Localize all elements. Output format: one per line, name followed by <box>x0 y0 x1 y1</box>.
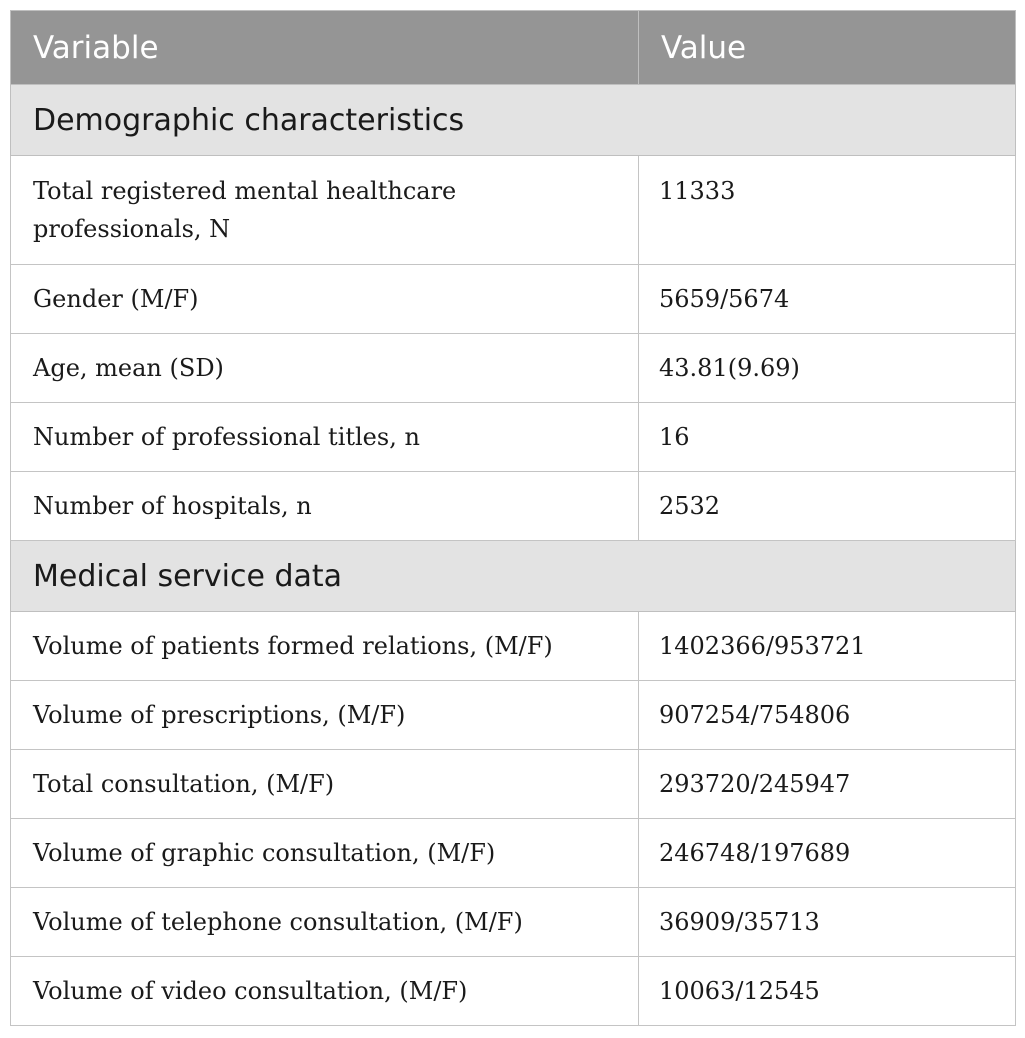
value-cell: 16 <box>639 403 1016 472</box>
table-row <box>11 750 1016 819</box>
table-row <box>11 265 1016 334</box>
value-cell: 10063/12545 <box>639 957 1016 1026</box>
variable-cell: Volume of prescriptions, (M/F) <box>11 681 639 750</box>
value-cell: 11333 <box>639 156 1016 265</box>
variable-cell: Volume of graphic consultation, (M/F) <box>11 819 639 888</box>
variable-cell: Number of professional titles, n <box>11 403 639 472</box>
table-row <box>11 472 1016 541</box>
value-cell: 293720/245947 <box>639 750 1016 819</box>
header-value: Value <box>639 11 1016 85</box>
variable-cell: Volume of video consultation, (M/F) <box>11 957 639 1026</box>
value-cell: 246748/197689 <box>639 819 1016 888</box>
value-cell: 5659/5674 <box>639 265 1016 334</box>
value-cell: 907254/754806 <box>639 681 1016 750</box>
table-row <box>11 612 1016 681</box>
variable-cell: Number of hospitals, n <box>11 472 639 541</box>
value-cell: 43.81(9.69) <box>639 334 1016 403</box>
table-row <box>11 334 1016 403</box>
section-row-medical-service <box>11 541 1016 612</box>
variable-cell: Total consultation, (M/F) <box>11 750 639 819</box>
variable-cell: Age, mean (SD) <box>11 334 639 403</box>
variable-cell: Total registered mental healthcare professionals, N <box>11 156 639 265</box>
value-cell: 1402366/953721 <box>639 612 1016 681</box>
section-row-demographic <box>11 85 1016 156</box>
header-variable: Variable <box>11 11 639 85</box>
section-title: Demographic characteristics <box>11 85 1016 156</box>
table-row <box>11 888 1016 957</box>
variable-cell: Volume of patients formed relations, (M/F) <box>11 612 639 681</box>
table-row <box>11 681 1016 750</box>
table-row <box>11 156 1016 265</box>
table-row <box>11 403 1016 472</box>
section-title: Medical service data <box>11 541 1016 612</box>
variable-cell: Volume of telephone consultation, (M/F) <box>11 888 639 957</box>
variable-cell: Gender (M/F) <box>11 265 639 334</box>
value-cell: 36909/35713 <box>639 888 1016 957</box>
table-row <box>11 819 1016 888</box>
table-header-row <box>11 11 1016 85</box>
value-cell: 2532 <box>639 472 1016 541</box>
data-table <box>10 10 1016 1026</box>
table-row <box>11 957 1016 1026</box>
